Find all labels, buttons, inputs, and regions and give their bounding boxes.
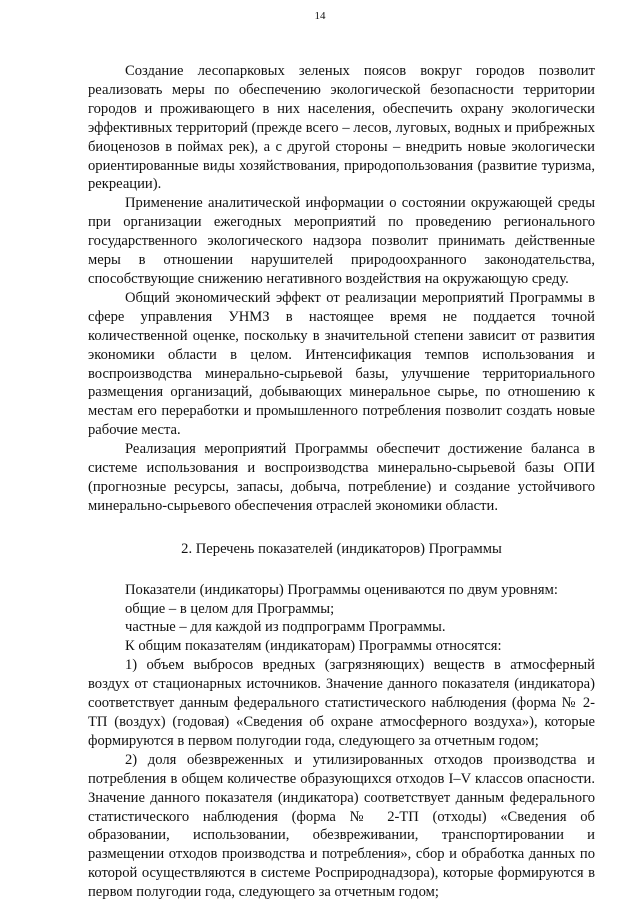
document-body bbox=[88, 62, 595, 902]
paragraph-private-indicators: частные – для каждой из подпрограмм Программы. bbox=[125, 619, 446, 636]
paragraph-air-emissions-indicator: 1) объем выбросов вредных (загрязняющих) веществ в атмосферный воздух от стационарных источников. Значение данного показателя (индикатора) соответствует данным федерального статистического наблюдения (форма № 2-ТП (воздух) (годовая) «Сведения об охране атмосферного воздуха»), которые формируются в первом полугодии года, следующего за отчетным годом; bbox=[88, 657, 595, 749]
paragraph-program-balance: Реализация мероприятий Программы обеспечит достижение баланса в системе использования и воспроизводства минерально-сырьевой базы ОПИ (прогнозные ресурсы, запасы, добыча, потребление) и создание устойчивого минерально-сырьевого обеспечения отраслей экономики области. bbox=[88, 441, 595, 514]
paragraph-general-indicators: общие – в целом для Программы; bbox=[125, 600, 335, 617]
paragraph-general-list-intro: К общим показателям (индикаторам) Программы относятся: bbox=[125, 638, 502, 655]
section-heading: 2. Перечень показателей (индикаторов) Программы bbox=[181, 540, 502, 557]
paragraph-indicator-levels: Показатели (индикаторы) Программы оцениваются по двум уровням: bbox=[125, 581, 558, 598]
paragraph-analytical-information: Применение аналитической информации о состоянии окружающей среды при организации ежегодных мероприятий по проведению регионального государственного экологического надзора позволит принимать действенные меры в отношении нарушителей природоохранного законодательства, способствующие снижению негативного воздействия на окружающую среду. bbox=[88, 195, 595, 287]
paragraph-green-belts: Создание лесопарковых зеленых поясов вокруг городов позволит реализовать меры по обеспечению экологической безопасности территории городов и проживающего в них населения, обеспечить охрану экологически эффективных территорий (прежде всего – лесов, луговых, водных и прибрежных биоценозов в поймах рек), а с другой стороны – внедрить новые экологически ориентированные виды хозяйствования, природопользования (развитие туризма, рекреации). bbox=[88, 63, 595, 193]
paragraph-economic-effect: Общий экономический эффект от реализации мероприятий Программы в сфере управления УНМЗ в настоящее время не поддается точной количественной оценке, поскольку в значительной степени зависит от развития экономики области в целом. Интенсификация темпов использования и воспроизводства минерально-сырьевой базы, улучшение территориального размещения организаций, добывающих минеральное сырье, по отношению к местам его переработки и промышленного потребления позволит создать новые рабочие места. bbox=[88, 289, 595, 439]
page-number: 14 bbox=[314, 10, 326, 22]
paragraph-waste-indicator: 2) доля обезвреженных и утилизированных отходов производства и потребления в общем количестве образующихся отходов I–V классов опасности. Значение данного показателя (индикатора) соответствует данным федерального статистического наблюдения (форма № 2-ТП (отходы) «Сведения об образовании, использовании, обезвреживании, транспортировании и размещении отходов производства и потребления», сбор и обработка данных по которой осуществляются в системе Росприроднадзора), которые формируются в первом полугодии года, следующего за отчетным годом; bbox=[88, 751, 595, 901]
